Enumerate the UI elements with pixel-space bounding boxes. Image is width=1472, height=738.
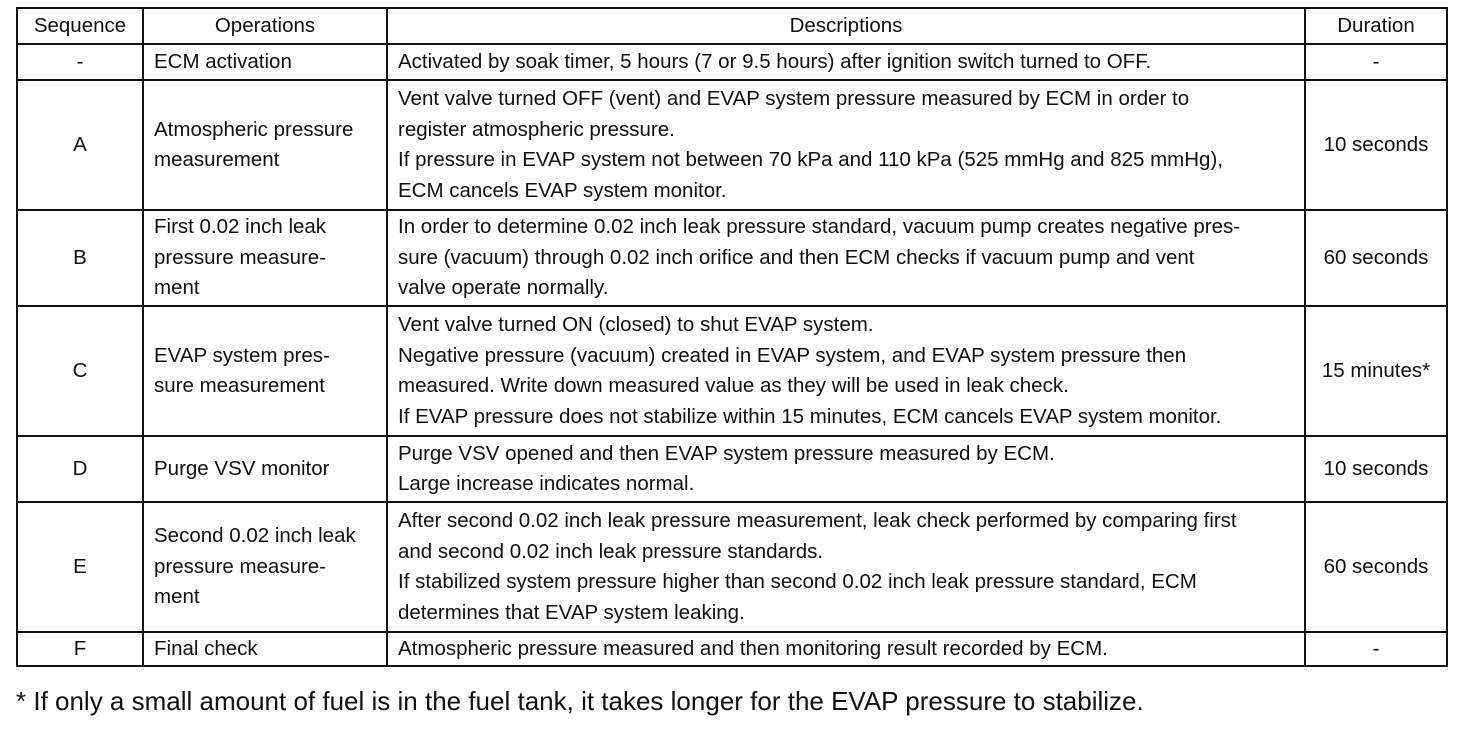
- description-line: measured. Write down measured value as they will be used in leak check.: [398, 374, 1069, 397]
- duration-cell: -: [1305, 44, 1447, 80]
- description-line: Vent valve turned ON (closed) to shut EVAP system.: [398, 313, 874, 336]
- duration-cell: 10 seconds: [1305, 436, 1447, 502]
- table-row: [17, 306, 1447, 436]
- operation-cell: [143, 502, 387, 632]
- duration-cell: 60 seconds: [1305, 502, 1447, 632]
- description-line: Atmospheric pressure measured and then monitoring result recorded by ECM.: [398, 636, 1108, 660]
- sequence-cell: B: [17, 210, 143, 306]
- description-cell: [387, 436, 1305, 502]
- duration-cell: -: [1305, 632, 1447, 666]
- operation-line: EVAP system pres-: [154, 343, 330, 367]
- duration-cell: 60 seconds: [1305, 210, 1447, 306]
- operation-line: Purge VSV monitor: [154, 456, 330, 480]
- description-cell: [387, 80, 1305, 210]
- operation-cell: [143, 210, 387, 306]
- description-line: ECM cancels EVAP system monitor.: [398, 178, 727, 202]
- operation-line: First 0.02 inch leak: [154, 215, 327, 239]
- table-row: [17, 502, 1447, 632]
- duration-cell: 15 minutes*: [1305, 306, 1447, 436]
- description-line: After second 0.02 inch leak pressure measurement, leak check performed by comparing first: [398, 509, 1237, 532]
- description-line: If stabilized system pressure higher than second 0.02 inch leak pressure standard, ECM: [398, 570, 1197, 593]
- description-line: register atmospheric pressure.: [398, 117, 675, 141]
- description-cell: [387, 502, 1305, 632]
- duration-cell: 10 seconds: [1305, 80, 1447, 210]
- sequence-cell: F: [17, 632, 143, 666]
- table-row: [17, 436, 1447, 502]
- operation-line: ment: [154, 276, 200, 300]
- footnote: * If only a small amount of fuel is in the fuel tank, it takes longer for the EVAP pressure to stabilize.: [16, 686, 1144, 716]
- description-line: In order to determine 0.02 inch leak pressure standard, vacuum pump creates negative pres-: [398, 215, 1241, 239]
- description-line: sure (vacuum) through 0.02 inch orifice and then ECM checks if vacuum pump and vent: [398, 245, 1195, 269]
- operation-cell: [143, 44, 387, 80]
- description-cell: [387, 306, 1305, 436]
- header-operations: Operations: [143, 8, 387, 44]
- sequence-cell: C: [17, 306, 143, 436]
- description-line: Purge VSV opened and then EVAP system pressure measured by ECM.: [398, 441, 1055, 465]
- description-line: and second 0.02 inch leak pressure standards.: [398, 539, 824, 563]
- operation-line: sure measurement: [154, 374, 325, 397]
- description-line: determines that EVAP system leaking.: [398, 600, 745, 624]
- description-line: valve operate normally.: [398, 276, 609, 300]
- description-line: Large increase indicates normal.: [398, 472, 695, 495]
- description-line: Activated by soak timer, 5 hours (7 or 9.5 hours) after ignition switch turned to OFF.: [398, 49, 1152, 73]
- sequence-cell: -: [17, 44, 143, 80]
- table-row: [17, 210, 1447, 306]
- header-descriptions: Descriptions: [387, 8, 1305, 44]
- description-cell: [387, 632, 1305, 666]
- description-cell: [387, 44, 1305, 80]
- header-duration: Duration: [1305, 8, 1447, 44]
- header-sequence: Sequence: [17, 8, 143, 44]
- sequence-cell: E: [17, 502, 143, 632]
- table-row: [17, 44, 1447, 80]
- operation-line: measurement: [154, 148, 280, 171]
- evap-monitor-sequence-table: [16, 7, 1448, 667]
- table-header-row: [17, 8, 1447, 44]
- description-cell: [387, 210, 1305, 306]
- operation-line: ECM activation: [154, 49, 292, 73]
- sequence-cell: D: [17, 436, 143, 502]
- description-line: Vent valve turned OFF (vent) and EVAP system pressure measured by ECM in order to: [398, 87, 1190, 110]
- operation-line: ment: [154, 585, 200, 609]
- operation-line: Final check: [154, 636, 258, 660]
- operation-cell: [143, 632, 387, 666]
- operation-cell: [143, 80, 387, 210]
- operation-line: pressure measure-: [154, 245, 327, 269]
- operation-line: pressure measure-: [154, 554, 327, 578]
- operation-line: Second 0.02 inch leak: [154, 524, 356, 548]
- operation-cell: [143, 436, 387, 502]
- description-line: Negative pressure (vacuum) created in EVAP system, and EVAP system pressure then: [398, 343, 1187, 367]
- sequence-cell: A: [17, 80, 143, 210]
- table-row: [17, 632, 1447, 666]
- operation-line: Atmospheric pressure: [154, 117, 354, 141]
- operation-cell: [143, 306, 387, 436]
- description-line: If EVAP pressure does not stabilize within 15 minutes, ECM cancels EVAP system monitor.: [398, 404, 1222, 428]
- table-row: [17, 80, 1447, 210]
- description-line: If pressure in EVAP system not between 70 kPa and 110 kPa (525 mmHg and 825 mmHg),: [398, 148, 1223, 171]
